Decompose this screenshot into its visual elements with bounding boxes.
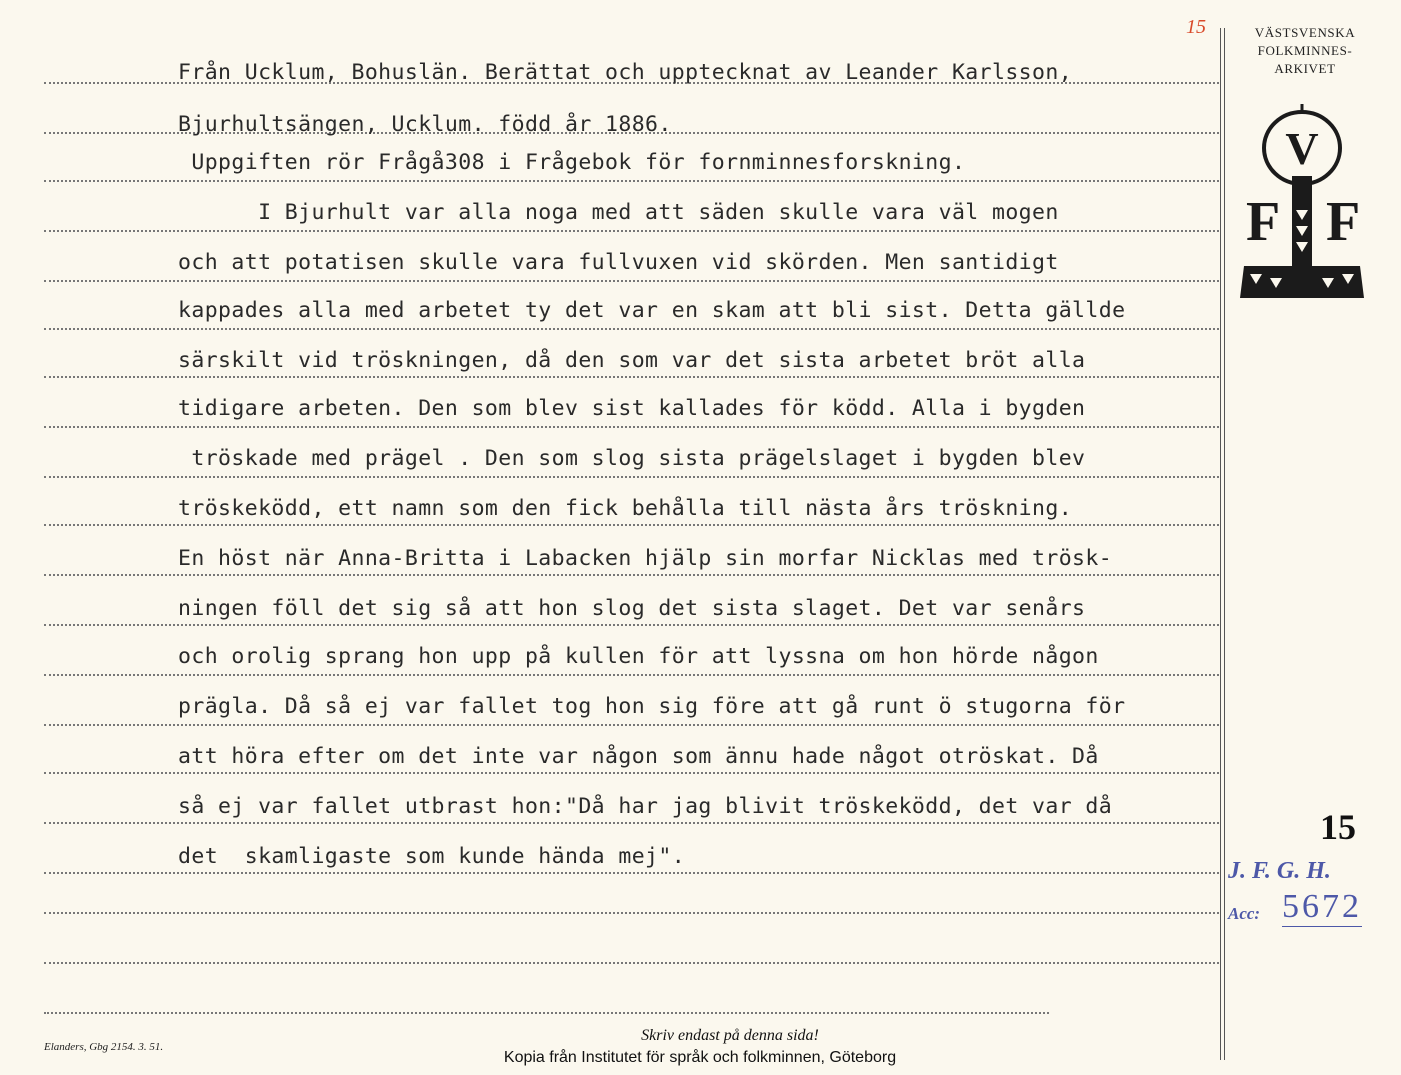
handwritten-page-number: 15 (1186, 16, 1206, 38)
typed-line: Bjurhultsängen, Ucklum. född år 1886. (178, 112, 672, 137)
archive-name (1240, 24, 1370, 78)
typed-line: tröskade med prägel . Den som slog sista prägelslaget i bygden blev (178, 446, 1086, 471)
typed-line: och orolig sprang hon upp på kullen för att lyssna om hon hörde någon (178, 644, 1099, 669)
typed-line: En höst när Anna-Britta i Labacken hjälp sin morfar Nicklas med trösk- (178, 546, 1113, 571)
ruled-line (44, 476, 1219, 478)
ruled-line (44, 426, 1219, 428)
typed-line: Uppgiften rör Frågå308 i Frågebok för fornminnesforskning. (178, 150, 966, 175)
margin-rule (1224, 28, 1225, 1060)
ruled-line (44, 674, 1219, 676)
typed-line: Från Ucklum, Bohuslän. Berättat och upptecknat av Leander Karlsson, (178, 60, 1073, 85)
archive-name-line: VÄSTSVENSKA (1254, 25, 1356, 40)
typed-line: kappades alla med arbetet ty det var en skam att bli sist. Detta gällde (178, 298, 1126, 323)
form-instruction: Skriv endast på denna sida! (641, 1027, 819, 1044)
page-number: 15 (1320, 807, 1356, 847)
ruled-line (44, 872, 1219, 874)
typed-line: ningen föll det sig så att hon slog det sista slaget. Det var senårs (178, 596, 1086, 621)
archive-name-line: FOLKMINNES- (1257, 43, 1353, 58)
typed-line: tidigare arbeten. Den som blev sist kallades för ködd. Alla i bygden (178, 396, 1086, 421)
ruled-line (44, 328, 1219, 330)
archive-stamp-initials: J. F. G. H. (1228, 858, 1331, 884)
ruled-line (44, 230, 1219, 232)
printer-imprint: Elanders, Gbg 2154. 3. 51. (44, 1041, 164, 1053)
typed-line: I Bjurhult var alla noga med att säden skulle vara väl mogen (178, 200, 1059, 225)
ruled-line (44, 280, 1219, 282)
typed-line: prägla. Då så ej var fallet tog hon sig före att gå runt ö stugorna för (178, 694, 1126, 719)
typed-line: det skamligaste som kunde hända mej". (178, 844, 686, 869)
typed-line: att höra efter om det inte var någon som ännu hade något otröskat. Då (178, 744, 1099, 769)
accession-label: Acc: (1228, 904, 1261, 923)
ruled-line (44, 1012, 1049, 1014)
ruled-line (44, 574, 1219, 576)
typed-line: och att potatisen skulle vara fullvuxen vid skörden. Men santidigt (178, 250, 1059, 275)
typed-line: särskilt vid tröskningen, då den som var det sista arbetet bröt alla (178, 348, 1086, 373)
ruled-line (44, 962, 1219, 964)
margin-rule (1220, 28, 1221, 1060)
copy-notice: Kopia från Institutet för språk och folkminnen, Göteborg (503, 1049, 897, 1066)
archive-name-line: ARKIVET (1274, 61, 1336, 76)
ruled-line (44, 376, 1219, 378)
vff-logo (1236, 100, 1372, 310)
ruled-line (44, 822, 1219, 824)
ruled-line (44, 180, 1219, 182)
ruled-line (44, 624, 1219, 626)
ruled-line (44, 724, 1219, 726)
ruled-line (44, 772, 1219, 774)
accession-number: 5672 (1282, 888, 1362, 925)
ruled-line (44, 912, 1219, 914)
logo-letter-f-left: F (1246, 191, 1281, 253)
logo-letter-f-right: F (1326, 191, 1361, 253)
typed-line: tröskeködd, ett namn som den fick behålla till nästa års tröskning. (178, 496, 1073, 521)
logo-letter-v: V (1285, 123, 1319, 174)
ruled-line (44, 524, 1219, 526)
typed-line: så ej var fallet utbrast hon:"Då har jag blivit tröskeködd, det var då (178, 794, 1113, 819)
